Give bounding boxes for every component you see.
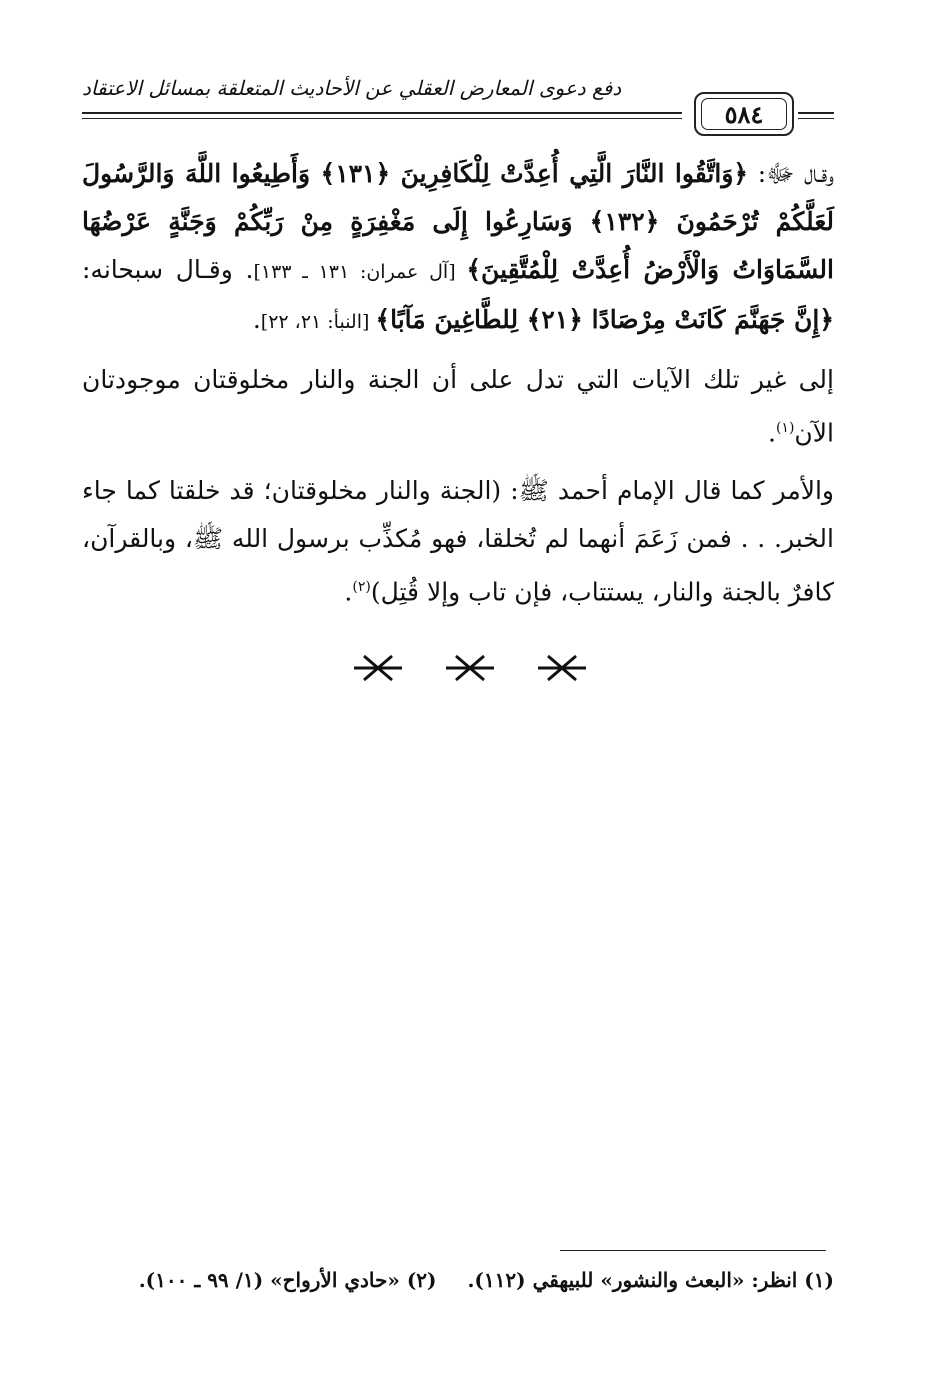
footnote-1: (١) انظر: «البعث والنشور» للبيهقي (١١٢). — [467, 1268, 834, 1292]
paragraph-text: إلى غير تلك الآيات التي تدل على أن الجنة والنار مخلوقتان موجودتان الآن — [82, 365, 834, 448]
period: . — [344, 577, 353, 607]
footnote-ref[interactable]: (١) — [775, 420, 795, 436]
verse-citation: [آل عمران: ١٣١ ـ ١٣٣] — [253, 261, 467, 283]
footnotes — [82, 1262, 834, 1298]
quran-verse: ﴿وَاتَّقُوا النَّارَ الَّتِي أُعِدَّتْ لِلْكَافِرِينَ ﴿١٣١﴾ وَأَطِيعُوا اللَّهَ وَالرَّسُولَ لَعَلَّكُمْ تُرْحَمُونَ ﴿١٣٢﴾ وَسَارِعُوا إِلَى مَغْفِرَةٍ مِنْ رَبِّكُمْ وَجَنَّةٍ عَرْضُهَا السَّمَاوَاتُ وَالْأَرْضُ أُعِدَّتْ لِلْمُتَّقِينَ﴾ — [82, 159, 835, 284]
header-rule-right — [798, 112, 834, 114]
page-number-frame — [694, 92, 794, 136]
footnote-ref[interactable]: (٢) — [352, 579, 371, 596]
paragraph-conclusion — [82, 356, 834, 457]
connector-text: . وقـال سبحانه: — [82, 255, 254, 284]
verse-citation: [النبأ: ٢١، ٢٢] — [260, 311, 376, 333]
header-rule-thin — [82, 118, 682, 119]
main-text — [82, 150, 834, 627]
header-rule-right-thin — [798, 118, 834, 119]
running-title: دفع دعوى المعارض العقلي عن الأحاديث المتعلقة بمسائل الاعتقاد — [82, 76, 622, 100]
footnote-2: (٢) «حادي الأرواح» (١/ ٩٩ ـ ١٠٠). — [138, 1268, 437, 1292]
footnote-separator — [560, 1250, 826, 1251]
paragraph-text: والأمر كما قال الإمام أحمد ﷺ: (الجنة والنار مخلوقتان؛ قد خلقتا كما جاء الخبر. . . فمن زَعَمَ أنهما لم تُخلقا، فهو مُكذِّب برسول الله ﷺ، وبالقرآن، كافرٌ بالجنة والنار، يستتاب، فإن تاب وإلا قُتِل) — [82, 476, 834, 607]
divider-ornament-icon — [350, 648, 406, 688]
paragraph-ahmad-quote — [82, 467, 834, 616]
section-divider — [340, 648, 600, 688]
quran-verse: ﴿إِنَّ جَهَنَّمَ كَانَتْ مِرْصَادًا ﴿٢١﴾ لِلطَّاغِينَ مَآبًا﴾ — [375, 305, 834, 334]
divider-ornament-icon — [534, 648, 590, 688]
divider-ornament-icon — [442, 648, 498, 688]
page-header — [82, 70, 834, 138]
paragraph-verses — [82, 150, 834, 346]
period: . — [252, 305, 261, 334]
page-number: ٥٨٤ — [701, 98, 787, 130]
intro-text: وقـال ﷻ: — [748, 159, 834, 188]
period: . — [768, 418, 776, 448]
header-rule — [82, 112, 682, 114]
